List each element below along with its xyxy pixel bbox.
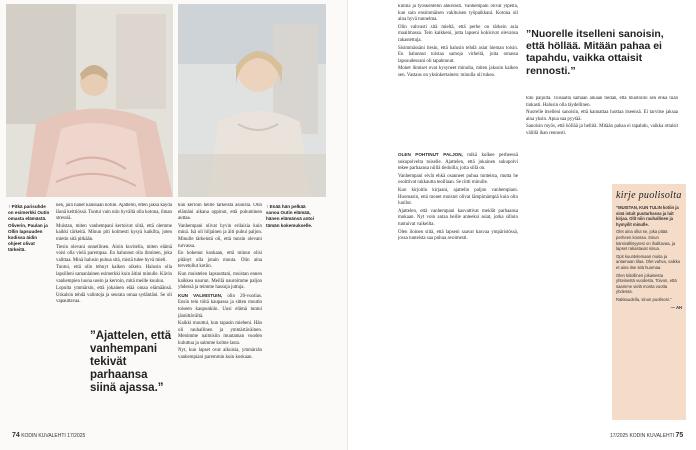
paragraph: KUN VALMISTUIN, olin 20-vuotias. Ensin tein töitä kaupassa ja sitten muutin toiseen kaupunkiin. Uusi elämä tuntui jännittävältä.	[178, 292, 262, 319]
paragraph: ”MUISTAN, KUN TULIN kotiin ja sinä istuit puutarhassa ja luit kirjaa. Olit niin rauhallinen ja hymyilit minulle.	[616, 205, 679, 227]
photo-woman-portrait	[178, 4, 326, 197]
paragraph: Olet aina ollut se, joka pitää perheen koossa. Sinun kärsivällisyytesi on ihailtavaa, ja lapset rakastavat sinua.	[616, 229, 676, 252]
paragraph: Vanhempani eivät ehkä osanneet puhua tunteista, mutta he osoittivat rakkautta teoillaan. Se riitti minulle.	[398, 173, 518, 186]
sidebar-signature: — AH	[670, 304, 682, 310]
photo-woman-with-blanket-illustration	[6, 4, 173, 197]
photo-woman-with-blanket	[6, 4, 173, 197]
paragraph: kiintiä ja työskentelin ahkerasti. Vanhempani olivat ylpeitä, kun sain ensimmäisen vakituisen työpaikkani. Kotona oli aina hyvä tunnelma.	[398, 4, 518, 23]
paragraph: Muistan, miten vanhempani kertoivat siitä, että olemme kaikki tärkeitä. Minun piti kolmesti kysyä kaikilta, joten mietin sitä pitkään.	[56, 223, 172, 242]
paragraph: Kun muistelen lapsuuttani, muistan ennen kaikkea naurun. Meillä nauroimme paljon yhdessä ja teimme hassuja juttuja.	[178, 271, 262, 291]
paragraph: Lopulta ymmärsin, että jokainen elää omaa elämäänsä. Uskalsin tehdä valintoja ja seurata omaa sydäntäni. Se oli vapauttavaa.	[56, 286, 172, 305]
paragraph: Sanoisin myös, että höllää ja hellitä. Mitään pahaa ei tapahdu, vaikka ottaisit välillä ihan rennosti.	[526, 124, 678, 136]
subhead: KUN VALMISTUIN,	[178, 292, 223, 298]
sidebar-letter-text	[616, 205, 682, 312]
photo-caption-2: ↑ Enää hän pelkää sanoa Outin elämää, hänen elämänsä antoi tämän kokemukselle.	[266, 204, 314, 228]
paragraph: töni paljolta. Toisaalta samaan aikaan tiedän, että muotoilin sen ehkä liian tiukasti. Halusin olla täydellinen.	[526, 96, 678, 108]
paragraph: Monet ihmiset ovat kysyneet minulta, miten jaksoin kaiken sen. Vastaus on yksinkertainen: minulla oli tukea.	[398, 66, 518, 78]
caption-arrow-icon: ↑	[8, 204, 12, 209]
folio-left: 74 KODIN KUVALEHTI 17/2025	[12, 432, 86, 439]
sidebar-title: kirje puolisolta	[616, 190, 682, 201]
paragraph: Tiesin olevani onnellinen. Aloin kuvitella, miten elämä voisi olla vielä parempaa. En halunnut olla ihminen, joka valittaa. Minä halusin puhua sitä, mistä tulee hyvä mieli.	[56, 244, 172, 263]
article-column-d	[526, 96, 678, 176]
paragraph: Kaikki muuttui, kun tapasin mieheni. Hän oli rauhallinen ja ymmärtäväinen. Menimme naimisiin muutaman vuoden kuluttua ja saimme kolme lasta.	[178, 321, 262, 346]
paragraph: Ajattelen, että vanhempani kasvattivat meidät parhaansa mukaan. Nyt voin antaa heille anteeksi asiat, jotka silloin tuntuivat vaikeilta.	[398, 208, 518, 227]
pull-quote-right: ”Nuorelle itselleni sanoisin, että höllää. Mitään pahaa ei tapahdu, vaikka ottaisit rennosti.”	[526, 28, 664, 77]
photo-woman-portrait-illustration	[178, 4, 326, 197]
paragraph: Vanhempani olivat hyvin erilaisia kuin minä. Isä oli hiljainen ja äiti puhui paljon. Minulle tärkeintä oli, että tunsin olevani turvassa.	[178, 223, 262, 249]
folio-right: 17/2025 KODIN KUVALEHTI 75	[610, 432, 684, 439]
article-column-b	[178, 203, 262, 425]
article-column-c2	[398, 152, 518, 424]
paragraph: nen, jäin hänet kanssaan kotiin. Ajattelin, etten jaksa käydä läsnä keittiössä. Tuntui vain niin hyvältä olla kotona, ilman stressiä.	[56, 203, 172, 222]
paragraph: Sisimmässäni tiesin, että halusin tehdä asiat hieman toisin. En halunnut toistaa samoja virheitä, joita omassa lapsuudessani oli tapahtunut.	[398, 45, 518, 64]
paragraph: Nyt, kun lapset ovat aikuisia, ymmärrän vanhempiani paremmin kuin koskaan.	[178, 348, 262, 361]
paragraph: Olen iloinen siitä, että lapseni saavat kasvaa ympäristössä, jossa tunteista saa puhua avoimesti.	[398, 229, 518, 242]
caption-arrow-icon: ↑	[266, 204, 270, 209]
paragraph: Olin vahvasti sitä mieltä, että perhe on tärkein asia maailmassa. Tein kaikkeni, jotta lapseni kokisivat olevansa rakastettuja.	[398, 24, 518, 43]
pull-quote-left: ”Ajattelen, että vanhempani tekivät parhaansa siinä ajassa.”	[90, 330, 172, 394]
paragraph: Nuorelle itselleni sanoisin, että kannattaa luottaa itseensä. Ei tarvitse jaksaa aina yksin. Apua saa pyytää.	[526, 110, 678, 122]
paragraph: kun kerroin heille tärkeistä asioista. Olin elämäni aikana oppinut, että puhuminen auttaa.	[178, 203, 262, 222]
paragraph: Kun kirjoitin kirjaani, ajattelin paljon vanhempiani. Huomasin, että monet muistot olivat lämpimämpiä kuin olin luullut.	[398, 187, 518, 207]
paragraph: Opit kuuntelemaan muita ja antamaan tilaa. Olet vahva, vaikka et aina itse sitä huomaa.	[616, 253, 681, 270]
paragraph: Olen kiitollinen jokaisesta yhteisestä vuodesta. Toivon, että saamme vielä monta vuotta yhdessä.	[616, 272, 677, 295]
paragraph: En kokenut koskaan, että minun olisi pitänyt olla jotain muuta. Olin aina tervetullut kotiin.	[178, 251, 262, 270]
subhead: OLEN POHTINUT PALJON,	[398, 152, 463, 157]
paragraph: OLEN POHTINUT PALJON, mikä kulkee perheessä sukupolvelta toiselle. Ajattelen, että jokainen sukupolvi tekee parhaansa niillä tiedoilla, joita sillä on.	[398, 152, 518, 172]
photo-caption-1: ↑ Pitkä parisuhde on esimerkki Outin omasta elämästä. Oliverin, Paulan ja Ollin lapsuuden kodissa äidin ohjeet olivat tärkeitä.	[8, 204, 50, 253]
paragraph: Rakkaudella, sinun puolisosi.”	[616, 296, 672, 302]
paragraph: Tuntui, että olin tehnyt kaiken oikein. Halusin olla lapsilleni samanlainen esimerkki kuin äitini minulle. Kävin vanhempien luona usein ja kerroin, mitä meille kuuluu.	[56, 265, 172, 284]
article-column-c	[398, 4, 518, 152]
